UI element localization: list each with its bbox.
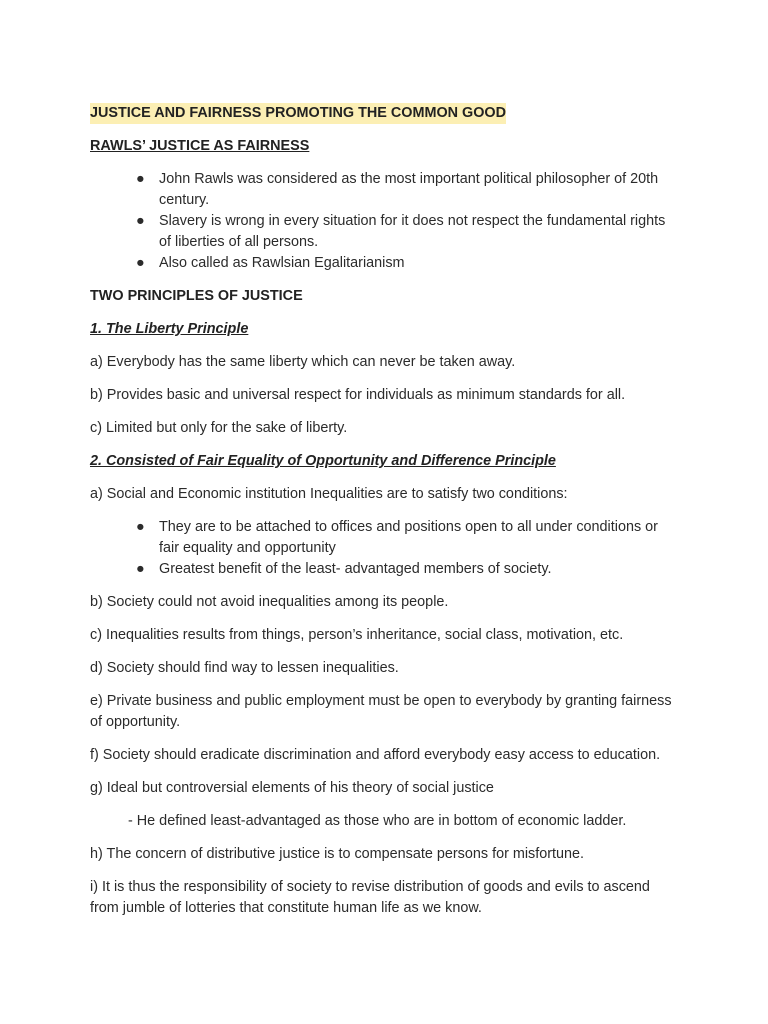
section-heading-rawls: RAWLS’ JUSTICE AS FAIRNESS [90,138,310,154]
principle-2-item-d: d) Society should find way to lessen inequalities. [90,660,399,676]
list-item: ● Slavery is wrong in every situation for it does not respect the fundamental rights of liberties of all persons. [136,213,666,250]
principle-2-sub-item: - He defined least-advantaged as those who are in bottom of economic ladder. [128,813,627,829]
principle-2-item-i: i) It is thus the responsibility of society to revise distribution of goods and evils to ascend from jumble of lotteries that constitute human life as we know. [90,879,650,916]
principle-2-item-f: f) Society should eradicate discrimination and afford everybody easy access to education. [90,747,661,763]
principle-1-heading: 1. The Liberty Principle [90,321,249,337]
conditions-bullet-list [90,517,680,580]
list-item: ● They are to be attached to offices and positions open to all under conditions or fair equality and opportunity [136,519,658,556]
principle-2-item-g: g) Ideal but controversial elements of his theory of social justice [90,780,494,796]
principle-2-item-c: c) Inequalities results from things, person’s inheritance, social class, motivation, etc. [90,627,624,643]
principle-2-heading: 2. Consisted of Fair Equality of Opportunity and Difference Principle [90,453,556,469]
bullet-icon: ● [136,171,145,187]
bullet-icon: ● [136,255,145,271]
list-item: ● John Rawls was considered as the most important political philosopher of 20th century. [136,171,659,208]
principle-2-item-b: b) Society could not avoid inequalities among its people. [90,594,449,610]
list-item: ● Greatest benefit of the least- advantaged members of society. [90,559,680,580]
principle-1-item-c: c) Limited but only for the sake of liberty. [90,420,348,436]
document-page [90,103,680,919]
principle-2-item-a: a) Social and Economic institution Inequalities are to satisfy two conditions: [90,486,568,502]
principle-1-item-b: b) Provides basic and universal respect for individuals as minimum standards for all. [90,387,626,403]
principle-1-item-a: a) Everybody has the same liberty which can never be taken away. [90,354,516,370]
list-item: ● Also called as Rawlsian Egalitarianism [90,253,680,274]
principle-2-item-h: h) The concern of distributive justice is to compensate persons for misfortune. [90,846,585,862]
section-heading-principles: TWO PRINCIPLES OF JUSTICE [90,288,303,304]
bullet-icon: ● [136,213,145,229]
rawls-bullet-list [90,169,680,274]
bullet-icon: ● [136,561,145,577]
bullet-icon: ● [136,519,145,535]
principle-2-item-e: e) Private business and public employment must be open to everybody by granting fairness of opportunity. [90,693,672,730]
document-title: JUSTICE AND FAIRNESS PROMOTING THE COMMON GOOD [90,103,506,124]
